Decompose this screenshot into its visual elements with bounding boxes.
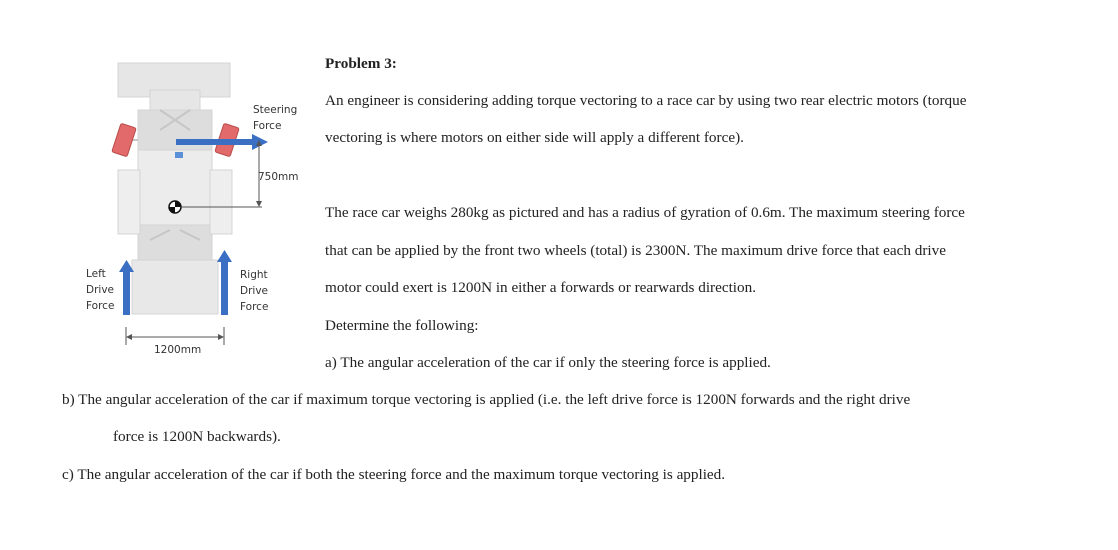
- center-of-gravity-icon: [169, 201, 181, 213]
- intro-line-1: An engineer is considering adding torque vectoring to a race car by using two rear electric motors (torque: [325, 92, 967, 109]
- paragraph-line-2: that can be applied by the front two wheels (total) is 2300N. The maximum drive force that each drive: [325, 242, 946, 259]
- determine-heading: Determine the following:: [325, 317, 479, 334]
- part-b-line-2: force is 1200N backwards).: [113, 428, 281, 445]
- dimension-1200-label: 1200mm: [154, 344, 202, 356]
- steering-force-label: Steering Force: [253, 104, 298, 132]
- car-body: [118, 63, 232, 314]
- paragraph-line-3: motor could exert is 1200N in either a forwards or rearwards direction.: [325, 279, 757, 296]
- problem-title: Problem 3:: [325, 55, 397, 72]
- part-c: c) The angular acceleration of the car if both the steering force and the maximum torque vectoring is applied.: [62, 466, 726, 483]
- front-left-wheel: [112, 123, 136, 156]
- chassis-marker: [175, 152, 183, 158]
- part-a: a) The angular acceleration of the car if only the steering force is applied.: [325, 354, 771, 371]
- dimension-750-label: 750mm: [258, 171, 299, 183]
- left-drive-force-label: Left Drive Force: [86, 268, 115, 312]
- intro-line-2: vectoring is where motors on either side will apply a different force).: [325, 129, 744, 146]
- race-car-diagram: [0, 0, 330, 370]
- right-drive-force-label: Right Drive Force: [240, 269, 269, 313]
- paragraph-line-1: The race car weighs 280kg as pictured and has a radius of gyration of 0.6m. The maximum steering force: [325, 204, 965, 221]
- part-b-line-1: b) The angular acceleration of the car if maximum torque vectoring is applied (i.e. the left drive force is 1200N forwards and the right drive: [62, 391, 911, 408]
- right-drive-force-arrow: [217, 250, 232, 315]
